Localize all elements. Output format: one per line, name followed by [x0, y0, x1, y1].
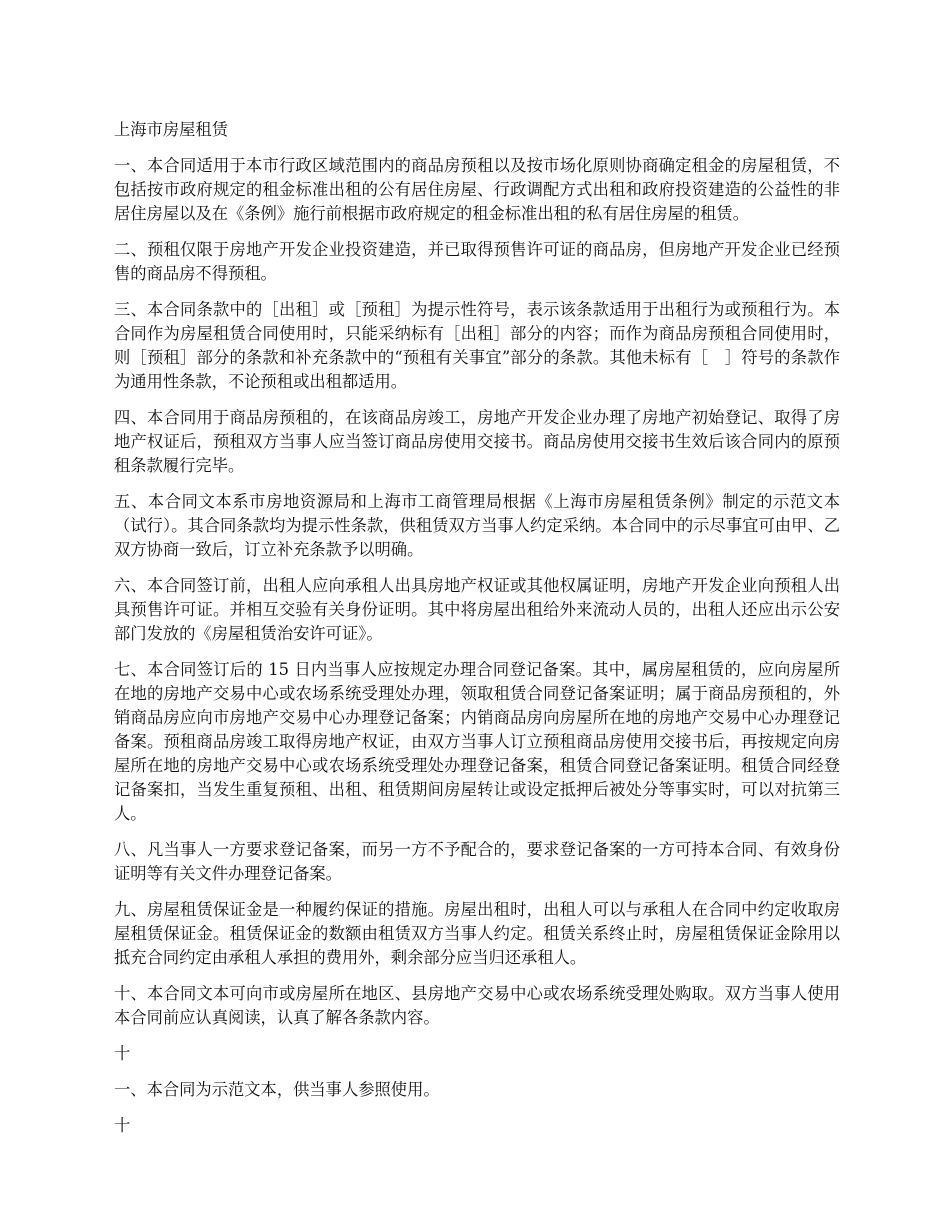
paragraph-1: 一、本合同适用于本市行政区域范围内的商品房预租以及按市场化原则协商确定租金的房屋租赁，不包括按市政府规定的租金标准出租的公有居住房屋、行政调配方式出租和政府投资建造的公益性的非居住房屋以及在《条例》施行前根据市政府规定的租金标准出租的私有居住房屋的租赁。: [114, 156, 840, 223]
paragraph-6: 六、本合同签订前，出租人应向承租人出具房地产权证或其他权属证明，房地产开发企业向预租人出具预售许可证。并相互交验有关身份证明。其中将房屋出租给外来流动人员的，出租人还应出示公安部门发放的《房屋租赁治安许可证》。: [114, 576, 840, 643]
paragraph-5: 五、本合同文本系市房地资源局和上海市工商管理局根据《上海市房屋租赁条例》制定的示范文本（试行）。其合同条款均为提示性条款，供租赁双方当事人约定采纳。本合同中的示尽事宜可由甲、乙双方协商一致后，订立补充条款予以明确。: [114, 492, 840, 559]
paragraph-12-heading: 十: [114, 1116, 131, 1135]
document-page: [114, 118, 840, 1150]
paragraph-7: 七、本合同签订后的 15 日内当事人应按规定办理合同登记备案。其中，属房屋租赁的，应向房屋所在地的房地产交易中心或农场系统受理处办理，领取租赁合同登记备案证明；属于商品房预租的，外销商品房应向市房地产交易中心办理登记备案；内销商品房向房屋所在地的房地产交易中心办理登记备案。预租商品房竣工取得房地产权证，由双方当事人订立预租商品房使用交接书后，再按规定向房屋所在地的房地产交易中心或农场系统受理处办理登记备案，租赁合同登记备案证明。租赁合同经登记备案扣，当发生重复预租、出租、租赁期间房屋转让或设定抵押后被处分等事实时，可以对抗第三人。: [114, 660, 840, 823]
paragraph-9: 九、房屋租赁保证金是一种履约保证的措施。房屋出租时，出租人可以与承租人在合同中约定收取房屋租赁保证金。租赁保证金的数额由租赁双方当事人约定。租赁关系终止时，房屋租赁保证金除用以抵充合同约定由承租人承担的费用外，剩余部分应当归还承租人。: [114, 900, 840, 967]
paragraph-10: 十、本合同文本可向市或房屋所在地区、县房地产交易中心或农场系统受理处购取。双方当事人使用本合同前应认真阅读，认真了解各条款内容。: [114, 984, 840, 1027]
paragraph-11-heading: 十: [114, 1044, 131, 1063]
paragraph-4: 四、本合同用于商品房预租的，在该商品房竣工，房地产开发企业办理了房地产初始登记、取得了房地产权证后，预租双方当事人应当签订商品房使用交接书。商品房使用交接书生效后该合同内的原预租条款履行完毕。: [114, 408, 840, 475]
paragraph-8: 八、凡当事人一方要求登记备案，而另一方不予配合的，要求登记备案的一方可持本合同、有效身份证明等有关文件办理登记备案。: [114, 840, 840, 883]
paragraph-2: 二、预租仅限于房地产开发企业投资建造，并已取得预售许可证的商品房，但房地产开发企业已经预售的商品房不得预租。: [114, 240, 840, 283]
document-title: 上海市房屋租赁: [114, 120, 228, 139]
paragraph-11: 一、本合同为示范文本，供当事人参照使用。: [114, 1080, 440, 1099]
paragraph-3: 三、本合同条款中的［出租］或［预租］为提示性符号，表示该条款适用于出租行为或预租行为。本合同作为房屋租赁合同使用时，只能采纳标有［出租］部分的内容；而作为商品房预租合同使用时，则［预租］部分的条款和补充条款中的“预租有关事宜”部分的条款。其他未标有［ ］符号的条款作为通用性条款，不论预租或出租都适用。: [114, 300, 840, 391]
